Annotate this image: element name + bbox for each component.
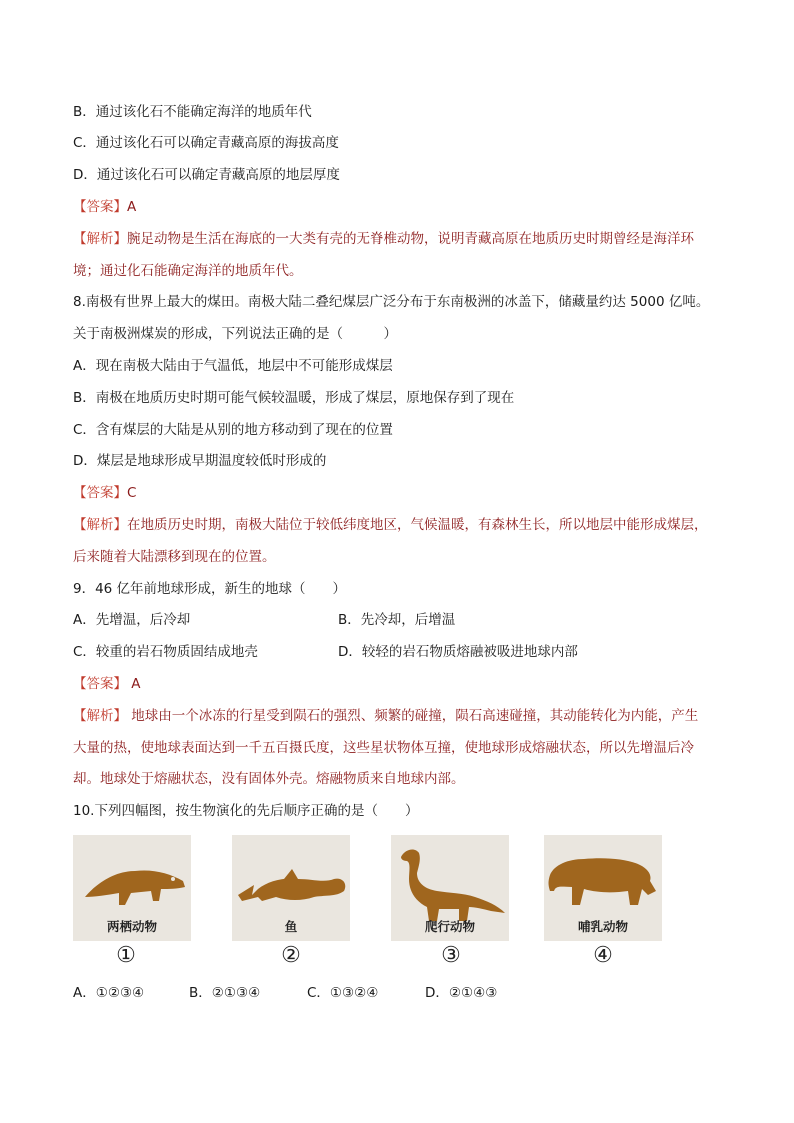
q8-analysis-cont: 后来随着大陆漂移到现在的位置。: [73, 549, 276, 565]
q8-option-c: C．含有煤层的大陆是从别的地方移动到了现在的位置: [73, 422, 393, 438]
q8-answer: [73, 483, 136, 503]
analysis-tag: 【解析】: [73, 231, 127, 247]
figure-fish: [232, 835, 350, 941]
q9-option-d: D．较轻的岩石物质熔融被吸进地球内部: [338, 644, 578, 660]
figure-number: ①: [116, 943, 136, 968]
figure-mammal: [544, 835, 662, 941]
q7-option-b: B．通过该化石不能确定海洋的地质年代: [73, 104, 312, 120]
q9-analysis: [73, 706, 698, 726]
answer-value: A: [127, 676, 141, 692]
figure-number: ③: [441, 943, 461, 968]
q10-stem: 10.下列四幅图，按生物演化的先后顺序正确的是（ ）: [73, 803, 419, 819]
evolution-figures: [0, 835, 794, 975]
analysis-text: 在地质历史时期，南极大陆位于较低纬度地区，气候温暖，有森林生长，所以地层中能形成煤层，: [127, 517, 708, 533]
q8-stem: 8.南极有世界上最大的煤田。南极大陆二叠纪煤层广泛分布于东南极洲的冰盖下，储藏量约达 5000 亿吨。: [73, 294, 710, 310]
q9-option-c: C．较重的岩石物质固结成地壳: [73, 644, 258, 660]
analysis-text: 腕足动物是生活在海底的一大类有壳的无脊椎动物，说明青藏高原在地质历史时期曾经是海洋环: [127, 231, 694, 247]
q9-stem: 9．46 亿年前地球形成，新生的地球（ ）: [73, 581, 347, 597]
q9-option-a: A．先增温，后冷却: [73, 612, 191, 628]
figure-number: ④: [593, 943, 613, 968]
q8-option-a: A．现在南极大陆由于气温低，地层中不可能形成煤层: [73, 358, 393, 374]
analysis-tag: 【解析】: [73, 517, 127, 533]
figure-label: 爬行动物: [424, 919, 475, 934]
answer-tag: 【答案】: [73, 199, 127, 215]
figure-amphibian: [73, 835, 191, 941]
q8-option-b: B．南极在地质历史时期可能气候较温暖，形成了煤层，原地保存到了现在: [73, 390, 515, 406]
answer-value: A: [127, 199, 137, 215]
q9-answer: [73, 674, 141, 694]
q7-analysis: [73, 229, 694, 249]
q10-option-d: D．②①④③: [425, 985, 498, 1001]
figure-label: 两栖动物: [106, 919, 157, 934]
q8-stem-cont: 关于南极洲煤炭的形成，下列说法正确的是（ ）: [73, 326, 397, 342]
q7-option-c: C．通过该化石可以确定青藏高原的海拔高度: [73, 135, 339, 151]
answer-tag: 【答案】: [73, 485, 127, 501]
q8-option-d: D．煤层是地球形成早期温度较低时形成的: [73, 453, 327, 469]
figure-label: 鱼: [284, 919, 298, 934]
q7-analysis-cont: 境；通过化石能确定海洋的地质年代。: [73, 263, 303, 279]
analysis-tag: 【解析】: [73, 708, 127, 724]
q9-analysis-cont1: 大量的热，使地球表面达到一千五百摄氏度，这些星状物体互撞，使地球形成熔融状态，所以先增温后冷: [73, 740, 694, 756]
answer-value: C: [127, 485, 137, 501]
q8-analysis: [73, 515, 708, 535]
q9-option-b: B．先冷却，后增温: [338, 612, 456, 628]
q9-analysis-cont2: 却。地球处于熔融状态，没有固体外壳。熔融物质来自地球内部。: [73, 771, 465, 787]
q10-option-b: B．②①③④: [189, 985, 261, 1001]
figure-reptile: [391, 835, 509, 941]
figure-label: 哺乳动物: [577, 919, 628, 934]
figure-number: ②: [281, 943, 301, 968]
answer-tag: 【答案】: [73, 676, 127, 692]
q9-options-row1: [73, 610, 190, 630]
q10-options: [73, 983, 497, 1003]
q10-option-c: C．①③②④: [307, 985, 379, 1001]
analysis-text: 地球由一个冰冻的行星受到陨石的强烈、频繁的碰撞，陨石高速碰撞，其动能转化为内能，产生: [127, 708, 699, 724]
q10-option-a: A．①②③④: [73, 985, 145, 1001]
q7-option-d: D．通过该化石可以确定青藏高原的地层厚度: [73, 167, 340, 183]
q7-answer: [73, 197, 136, 217]
